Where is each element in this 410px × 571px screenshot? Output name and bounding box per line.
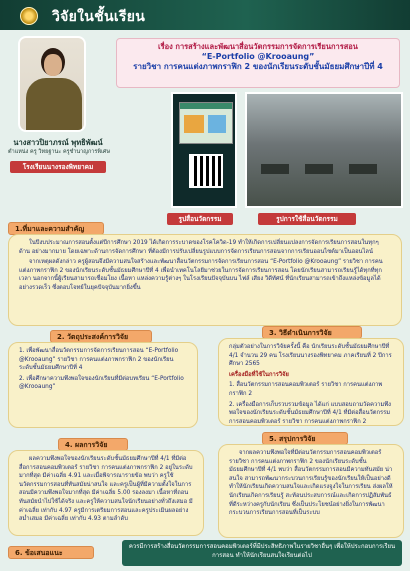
section-3-heading: 3. วิธีดำเนินการวิจัย: [262, 326, 362, 339]
research-title-line2: “E-Portfolio @Krooaung”: [201, 52, 315, 61]
objective-item-1: 1. เพื่อพัฒนาสื่อนวัตกรรมการจัดการเรียนการสอน “E-Portfolio @Krooaung” รายวิชา การคนแต่งภาพกราฟิก 2 ของนักเรียนระดับชั้นมัธยมศึกษาปีที่ 4: [19, 348, 179, 372]
tool-item-1: 1. สื่อนวัตกรรมการสอนคอมพิวเตอร์ รายวิชา การคนแต่งภาพกราฟิก 2: [229, 382, 383, 397]
usage-caption: รูปการใช้สื่อนวัตกรรม: [258, 213, 356, 225]
media-caption: รูปสื่อนวัตกรรม: [167, 213, 233, 225]
school-badge: โรงเรียนนางรองพิทยาคม: [10, 161, 106, 173]
suggestion-text: ควรมีการสร้างสื่อนวัตกรรมการสอนคอมพิวเตอร์ที่มีประสิทธิภาพในรายวิชาอื่นๆ เพื่อให้ประกอบการเรียนการสอน ทำให้นักเรียนสนใจเรียนต่อไป: [122, 540, 402, 566]
qr-code-icon: [189, 154, 223, 188]
section-4-heading: 4. ผลการวิจัย: [58, 438, 128, 451]
section-1-panel: [8, 234, 402, 326]
author-position: ตำแหน่ง ครู วิทยฐานะ ครูชำนาญการพิเศษ: [8, 149, 110, 155]
classroom-photo-image: [245, 92, 403, 208]
research-title-box: [116, 38, 400, 88]
section-6-heading: 6. ข้อเสนอแนะ: [8, 546, 94, 559]
tool-item-2: 2. เครื่องมือการเก็บรวบรวมข้อมูล ได้แก่ แบบสอบถามวัดความพึงพอใจของนักเรียนระดับชั้นมัธยมศึกษาปีที่ 4/1 ที่มีต่อสื่อนวัตกรรมการสอนคอมพิวเตอร์ รายวิชา การคนแต่งภาพกราฟิก 2: [229, 401, 391, 425]
section-5-heading: 5. สรุปการวิจัย: [262, 432, 348, 445]
media-screenshot-image: [171, 92, 237, 208]
conclusion-text: จากผลความพึงพอใจที่มีต่อนวัตกรรมการสอนคอมพิวเตอร์ รายวิชา การคนแต่งภาพกราฟิก 2 ของนักเรียนระดับชั้นมัธยมศึกษาปีที่ 4/1 พบว่า สื่อนวัตกรรมการสอนมีความทันสมัย น่าสนใจ สามารถพัฒนากระบวนการเรียนรู้ของนักเรียนให้เป็นอย่างดี ทำให้นักเรียนเกิดความสนใจและเกิดแรงจูงใจในการเรียน ส่งผลให้นักเรียนเกิดการเรียนรู้ สะท้อนประสบการณ์และเกิดการปฏิสัมพันธ์ที่ดีระหว่างครูกับนักเรียน ซึ่งเป็นประโยชน์อย่างยิ่งในการพัฒนากระบวนการเรียนการสอนที่เป็นระบบ: [229, 450, 393, 517]
poster-title: วิจัยในชั้นเรียน: [52, 9, 146, 25]
results-text: ผลความพึงพอใจของนักเรียนระดับชั้นมัธยมศึกษาปีที่ 4/1 ที่มีต่อสื่อการสอนคอมพิวเตอร์ รายวิชา การคนแต่งภาพกราฟิก 2 อยู่ในระดับมากที่สุด มีค่าเฉลี่ย 4.91 และเมื่อพิจารณารายข้อ พบว่า ครูใช้นวัตกรรมการสอนที่ทันสมัยน่าสนใจ และครูเป็นผู้ที่มีความตั้งใจในการสอนมีความพึงพอใจมากที่สุด มีค่าเฉลี่ย 5.00 รองลงมา เนื้อหาที่ถอนทันสมัยนำไปใช้ได้จริง และครูให้ความสนใจนักเรียนอย่างทั่วถึงเสมอ มีค่าเฉลี่ย เท่ากับ 4.97 ครูมีการเตรียมการสอนและครูประเมินผลอย่างสม่ำเสมอ มีค่าเฉลี่ย เท่ากับ 4.93 ตามลำดับ: [19, 456, 193, 523]
section-3-panel: [218, 338, 404, 426]
section-1-heading: 1.ที่มาและความสำคัญ: [8, 222, 104, 235]
sample-group-text: กลุ่มตัวอย่างในการวิจัยครั้งนี้ คือ นักเรียนระดับชั้นมัธยมศึกษาปีที่ 4/1 จำนวน 29 คน โรงเรียนนางรองพิทยาคม ภาคเรียนที่ 2 ปีการศึกษา 2565: [229, 344, 392, 368]
section-4-panel: [8, 450, 204, 536]
research-title-line3: รายวิชา การคนแต่งภาพกราฟิก 2 ของนักเรียนระดับชั้นมัธยมศึกษาปีที่ 4: [133, 62, 383, 71]
section-2-heading: 2. วัตถุประสงค์การวิจัย: [50, 330, 152, 343]
author-photo: [18, 36, 86, 132]
section-5-panel: [218, 444, 404, 538]
section-1-paragraph-1: ในปีงบประมาณการสอนตั้งแต่ปีการศึกษา 2019 ได้เกิดการระบาดของโรคโควิด-19 ทำให้เกิดการเปลี่ยนแปลงการจัดการเรียนการสอนในทุกๆ ด้าน อย่างมากมาย โดยเฉพาะด้านการจัดการศึกษา ที่ต้องมีการปรับเปลี่ยนรูปแบบการจัดการเรียนการสอนจากการเรียนออนไซต์มาเป็นออนไลน์: [19, 240, 379, 255]
research-title-line1: เรื่อง การสร้างและพัฒนาสื่อนวัตกรรมการจัดการเรียนการสอน: [158, 42, 358, 51]
section-2-panel: [8, 342, 198, 428]
author-name: นางสาวปิยาภรณ์ พุทธิพัฒน์: [13, 138, 103, 147]
objective-item-2: 2. เพื่อศึกษาความพึงพอใจของนักเรียนที่มีต่อบทเรียน “E-Portfolio @Krooaung”: [19, 375, 184, 391]
school-logo-icon: [20, 7, 38, 25]
tools-heading: เครื่องมือที่ใช้ในการวิจัย: [229, 371, 289, 378]
section-1-paragraph-2: จากเหตุผลดังกล่าว ครูผู้สอนจึงมีความสนใจสร้างและพัฒนาสื่อนวัตกรรมการจัดการเรียนการสอน “E-Portfolio @Krooaung” รายวิชา การคนแต่งภาพกราฟิก 2 ของนักเรียนระดับชั้นมัธยมศึกษาปีที่ 4 เพื่อนำเทคโนโลยีมาช่วยในการจัดการเรียนการสอน โดยนักเรียนสามารถเรียนรู้ได้ทุกที่ทุกเวลา นอกจากนี้ผู้เรียนสามารถเชื่อมโยง เนื้อหา แหล่งความรู้ต่างๆ ในโรงเรียนปัจจุบันบน ไฟล์ เสียง วิดีทัศน์ ที่นักเรียนสามารถเข้าถึงแหล่งข้อมูลได้อย่างรวดเร็ว ซึ่งตอบโจทย์ในยุคปัจจุบันมากยิ่งขึ้น: [19, 259, 383, 291]
